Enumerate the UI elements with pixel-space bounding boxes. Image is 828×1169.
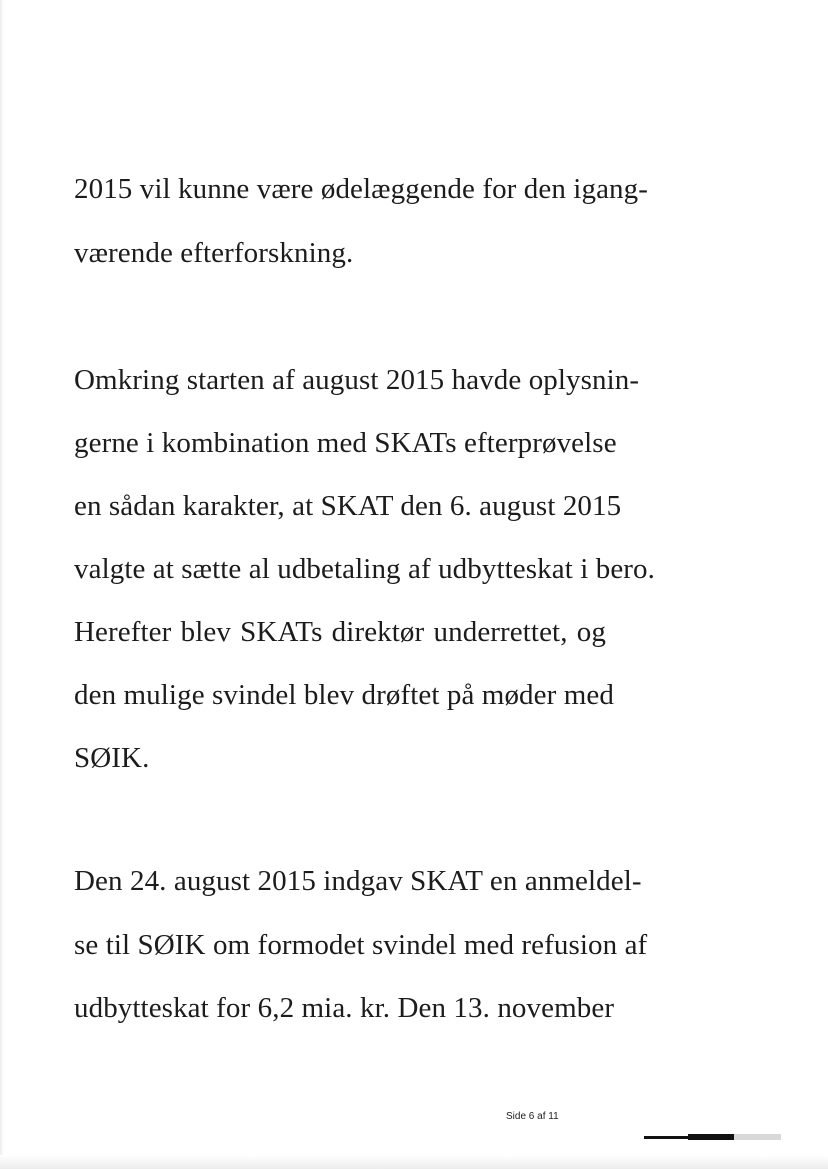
paragraph-1-line-2: værende efterforskning. (74, 237, 354, 269)
paragraph-3-line-3: udbytteskat for 6,2 mia. kr. Den 13. november (74, 992, 615, 1024)
page-number: Side 6 af 11 (506, 1111, 559, 1122)
paragraph-2-line-1: Omkring starten af august 2015 havde oplysnin- (74, 364, 640, 396)
scan-edge-left (0, 0, 4, 1169)
paragraph-1-line-1: 2015 vil kunne være ødelæggende for den igang- (74, 173, 648, 205)
scan-edge-bottom (0, 1155, 828, 1169)
paragraph-2-line-5: Herefter blev SKATs direktør underrettet, og (74, 616, 606, 648)
paragraph-3-line-2: se til SØIK om formodet svindel med refusion af (74, 929, 648, 961)
paragraph-2-line-7: SØIK. (74, 742, 150, 774)
paragraph-2-line-2: gerne i kombination med SKATs efterprøvelse (74, 427, 617, 459)
paragraph-2-line-6: den mulige svindel blev drøftet på møder med (74, 679, 614, 711)
paragraph-2-line-3: en sådan karakter, at SKAT den 6. august 2015 (74, 490, 622, 522)
paragraph-3-line-1: Den 24. august 2015 indgav SKAT en anmeldel- (74, 865, 642, 897)
scan-barcode-mark (644, 1133, 781, 1140)
paragraph-2-line-4: valgte at sætte al udbetaling af udbytteskat i bero. (74, 553, 656, 585)
